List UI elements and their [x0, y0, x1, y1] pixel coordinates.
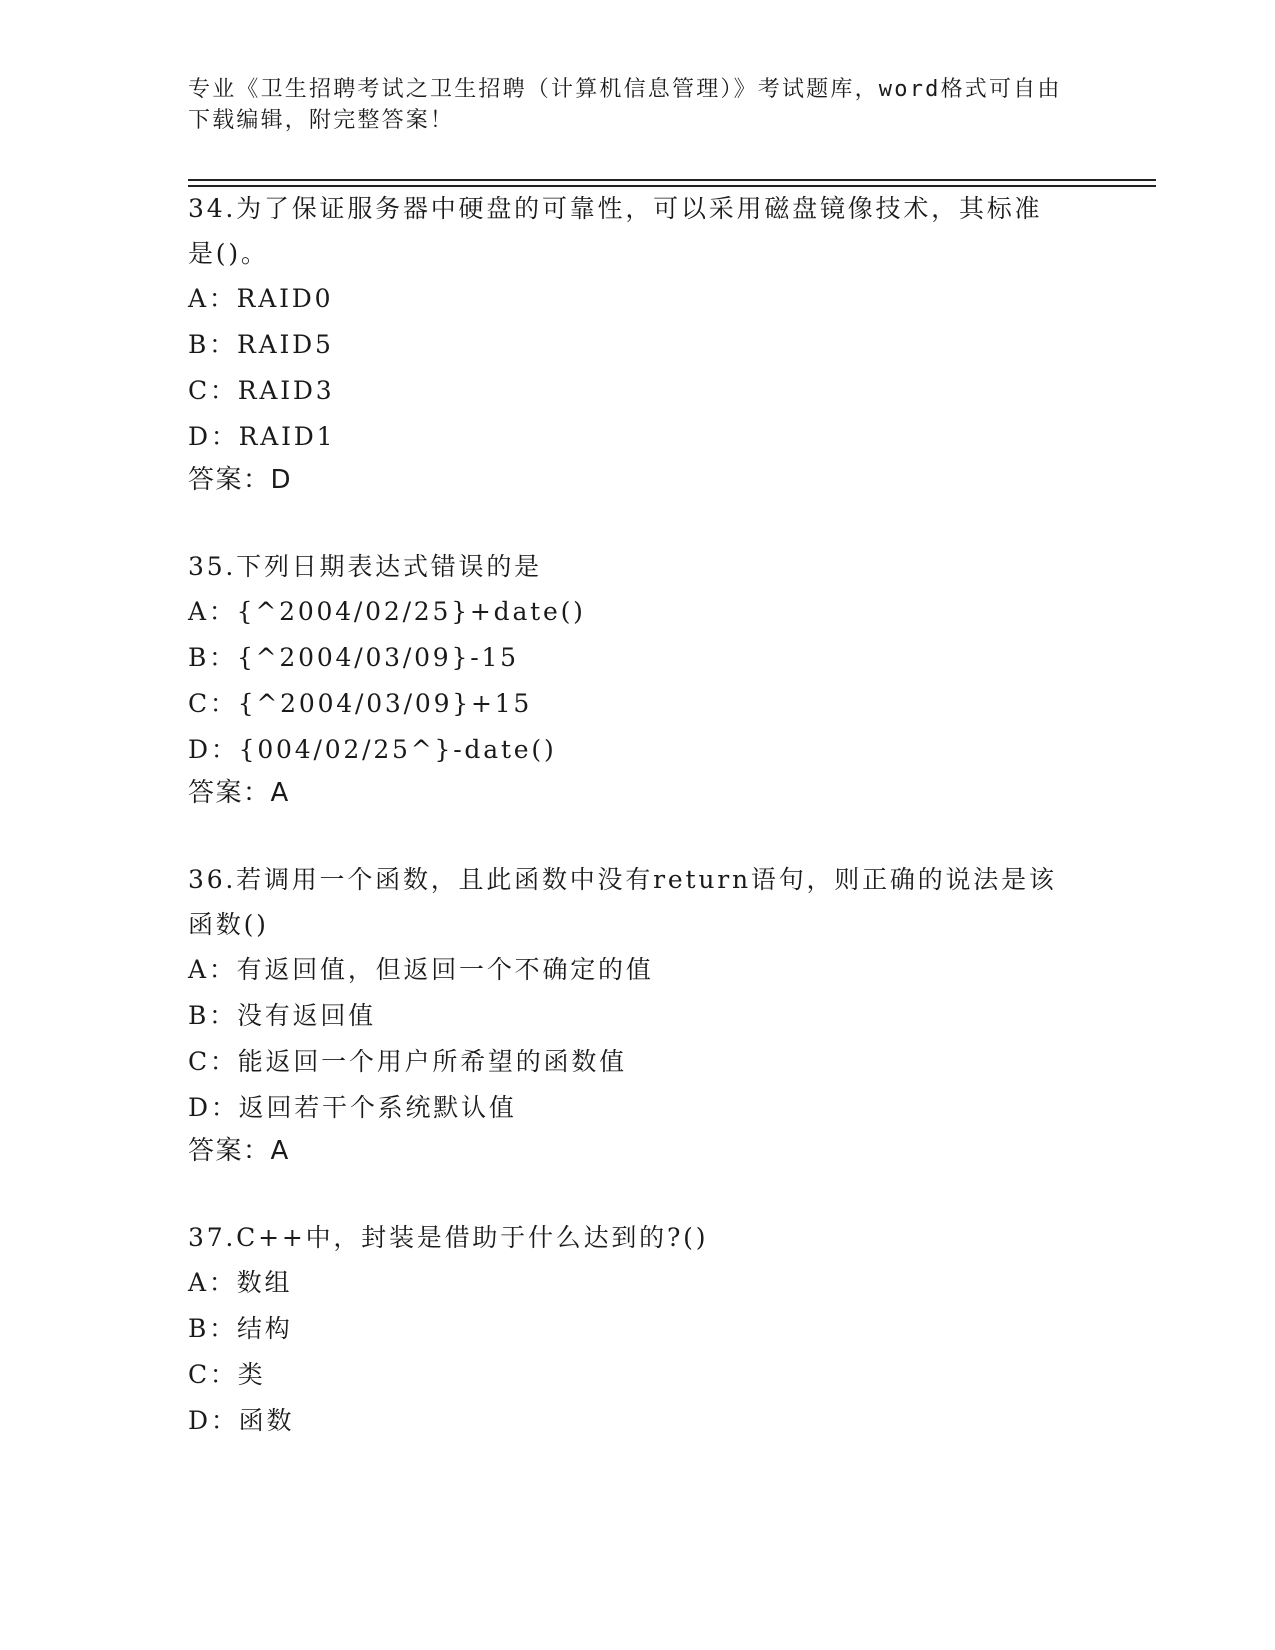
question-stem: 34.为了保证服务器中硬盘的可靠性，可以采用磁盘镜像技术，其标准是()。: [188, 194, 1043, 268]
question-35: [188, 544, 1068, 813]
option-c: C：类: [188, 1360, 266, 1389]
option-d: D：返回若干个系统默认值: [188, 1093, 517, 1122]
option-d: D：{004/02/25^}-date(): [188, 735, 557, 764]
answer: 答案：A: [188, 1136, 290, 1166]
question-stem: 35.下列日期表达式错误的是: [188, 552, 542, 581]
question-37: [188, 1215, 1068, 1444]
header-divider-top: [188, 179, 1156, 181]
question-list: [188, 186, 1068, 1444]
question-stem: 37.C++中，封装是借助于什么达到的?(): [188, 1223, 709, 1252]
option-b: B：结构: [188, 1314, 293, 1343]
option-c: C：能返回一个用户所希望的函数值: [188, 1047, 627, 1076]
option-b: B：{^2004/03/09}-15: [188, 643, 519, 672]
option-a: A：数组: [188, 1268, 293, 1297]
option-d: D：RAID1: [188, 422, 336, 451]
option-c: C：{^2004/03/09}+15: [188, 689, 533, 718]
option-a: A：{^2004/02/25}+date(): [188, 597, 586, 626]
header-text: 专业《卫生招聘考试之卫生招聘（计算机信息管理）》考试题库，word格式可自由下载编辑，附完整答案！: [188, 77, 1062, 133]
option-c: C：RAID3: [188, 376, 335, 405]
answer: 答案：D: [188, 465, 293, 495]
question-stem: 36.若调用一个函数，且此函数中没有return语句，则正确的说法是该函数(): [188, 865, 1057, 939]
option-b: B：RAID5: [188, 330, 334, 359]
question-34: [188, 186, 1068, 500]
option-b: B：没有返回值: [188, 1001, 376, 1030]
answer: 答案：A: [188, 778, 290, 808]
question-36: [188, 857, 1068, 1171]
option-a: A：RAID0: [188, 284, 334, 313]
document-header: [188, 74, 1068, 136]
option-d: D：函数: [188, 1406, 295, 1435]
option-a: A：有返回值，但返回一个不确定的值: [188, 955, 654, 984]
